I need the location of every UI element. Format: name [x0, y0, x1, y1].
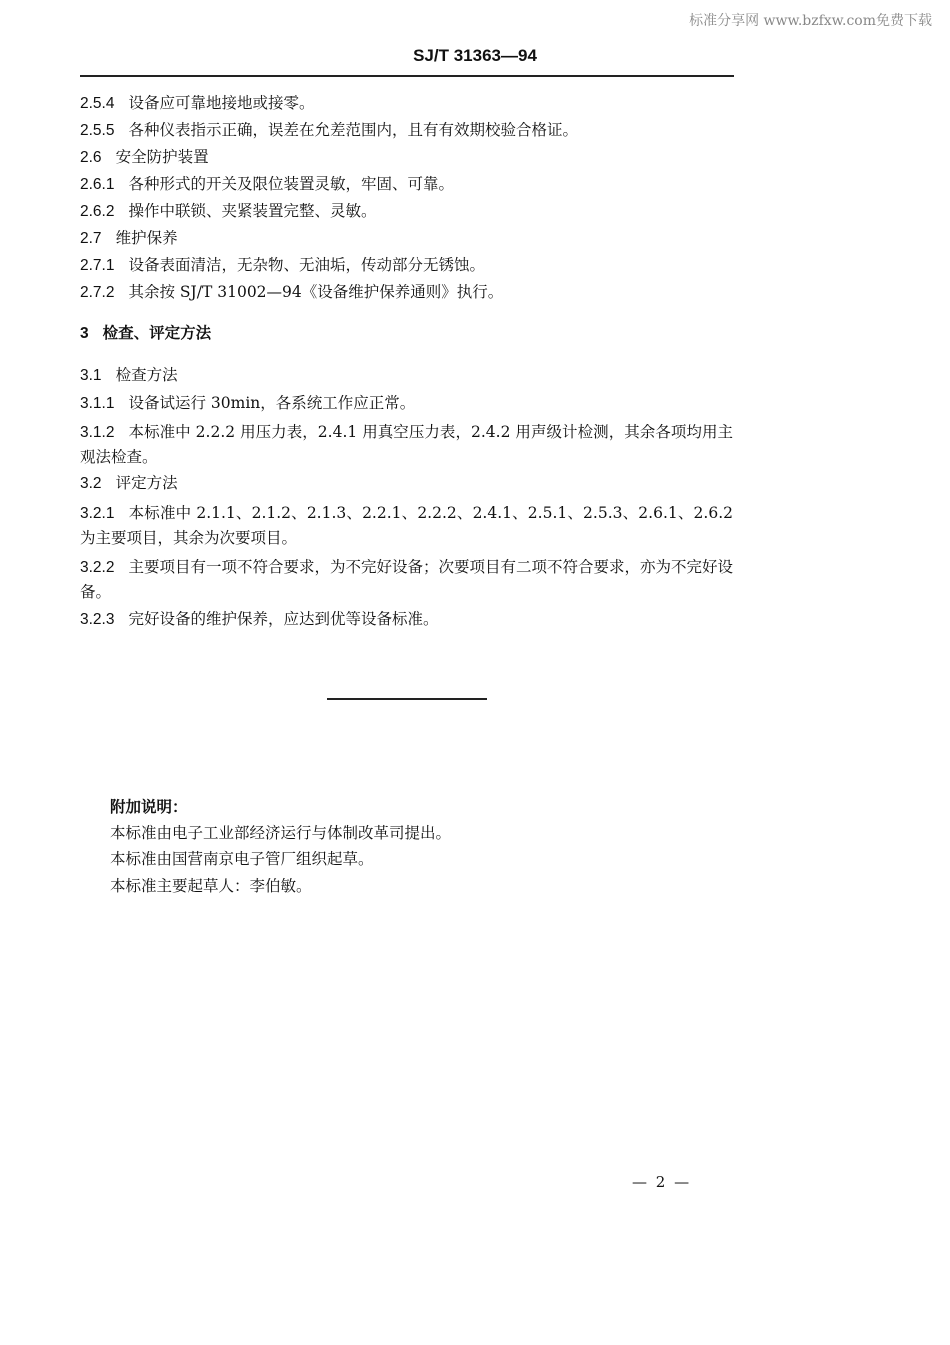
clause-number: 2.7	[80, 230, 102, 247]
clause-number: 3.2.1	[80, 505, 115, 522]
clause	[80, 363, 733, 388]
clause	[80, 91, 733, 116]
clause-number: 3.1	[80, 367, 102, 384]
page-number: — 2 —	[632, 1173, 692, 1191]
clause-text: 各种仪表指示正确，误差在允差范围内，且有有效期校验合格证。	[128, 121, 578, 139]
end-separator	[327, 698, 487, 700]
clause	[80, 253, 733, 278]
clause-text: 检查、评定方法	[102, 323, 212, 342]
clause-text: 评定方法	[115, 474, 178, 492]
clause	[80, 199, 733, 224]
clause-number: 2.6.1	[80, 176, 115, 193]
section-heading	[80, 321, 733, 346]
clause-number: 3.2	[80, 475, 102, 492]
clause-number: 3.1.1	[80, 395, 115, 412]
clause	[80, 172, 733, 197]
clause	[80, 555, 733, 604]
clause-number: 2.6.2	[80, 203, 115, 220]
clause-number: 2.6	[80, 149, 102, 166]
clause-text: 设备应可靠地接地或接零。	[128, 94, 315, 112]
clause-text: 操作中联锁、夹紧装置完整、灵敏。	[128, 202, 377, 220]
clause	[80, 501, 733, 550]
clause-number: 2.7.1	[80, 257, 115, 274]
clause	[80, 391, 733, 416]
clause-number: 3	[80, 325, 89, 342]
clause-text: 其余按 SJ/T 31002—94《设备维护保养通则》执行。	[128, 283, 504, 301]
clause-text: 设备表面清洁，无杂物、无油垢，传动部分无锈蚀。	[128, 256, 485, 274]
document-header: SJ/T 31363—94	[413, 46, 537, 65]
clause	[80, 280, 733, 305]
header-rule	[80, 75, 734, 77]
clause-text: 维护保养	[115, 229, 178, 247]
clause	[80, 118, 733, 143]
clause-number: 2.5.4	[80, 95, 115, 112]
clause-number: 3.1.2	[80, 424, 115, 441]
clause	[80, 471, 733, 496]
clause-text: 设备试运行 30min，各系统工作应正常。	[128, 394, 416, 412]
clause	[80, 145, 733, 170]
clause-number: 2.5.5	[80, 122, 115, 139]
appendix-title: 附加说明：	[110, 797, 188, 816]
clause-text: 主要项目有一项不符合要求，为不完好设备；次要项目有二项不符合要求，亦为不完好设备。	[80, 558, 733, 601]
appendix-line: 本标准由电子工业部经济运行与体制改革司提出。	[110, 824, 452, 842]
clause-text: 安全防护装置	[115, 148, 209, 166]
appendix-line: 本标准由国营南京电子管厂组织起草。	[110, 850, 374, 868]
watermark: 标准分享网 www.bzfxw.com免费下载	[689, 13, 932, 29]
clause-text: 本标准中 2.1.1、2.1.2、2.1.3、2.2.1、2.2.2、2.4.1、2.5.1、2.5.3、2.6.1、2.6.2 为主要项目，其余为次要项目。	[80, 504, 733, 547]
clause	[80, 226, 733, 251]
clause-text: 完好设备的维护保养，应达到优等设备标准。	[128, 610, 439, 628]
clause-number: 3.2.3	[80, 611, 115, 628]
clause-text: 检查方法	[115, 366, 178, 384]
clause	[80, 607, 733, 632]
clause	[80, 420, 733, 469]
appendix-line: 本标准主要起草人：李伯敏。	[110, 877, 312, 895]
clause-number: 3.2.2	[80, 559, 115, 576]
clause-text: 各种形式的开关及限位装置灵敏，牢固、可靠。	[128, 175, 454, 193]
clause-number: 2.7.2	[80, 284, 115, 301]
clause-text: 本标准中 2.2.2 用压力表，2.4.1 用真空压力表，2.4.2 用声级计检测，其余各项均用主观法检查。	[80, 423, 733, 466]
